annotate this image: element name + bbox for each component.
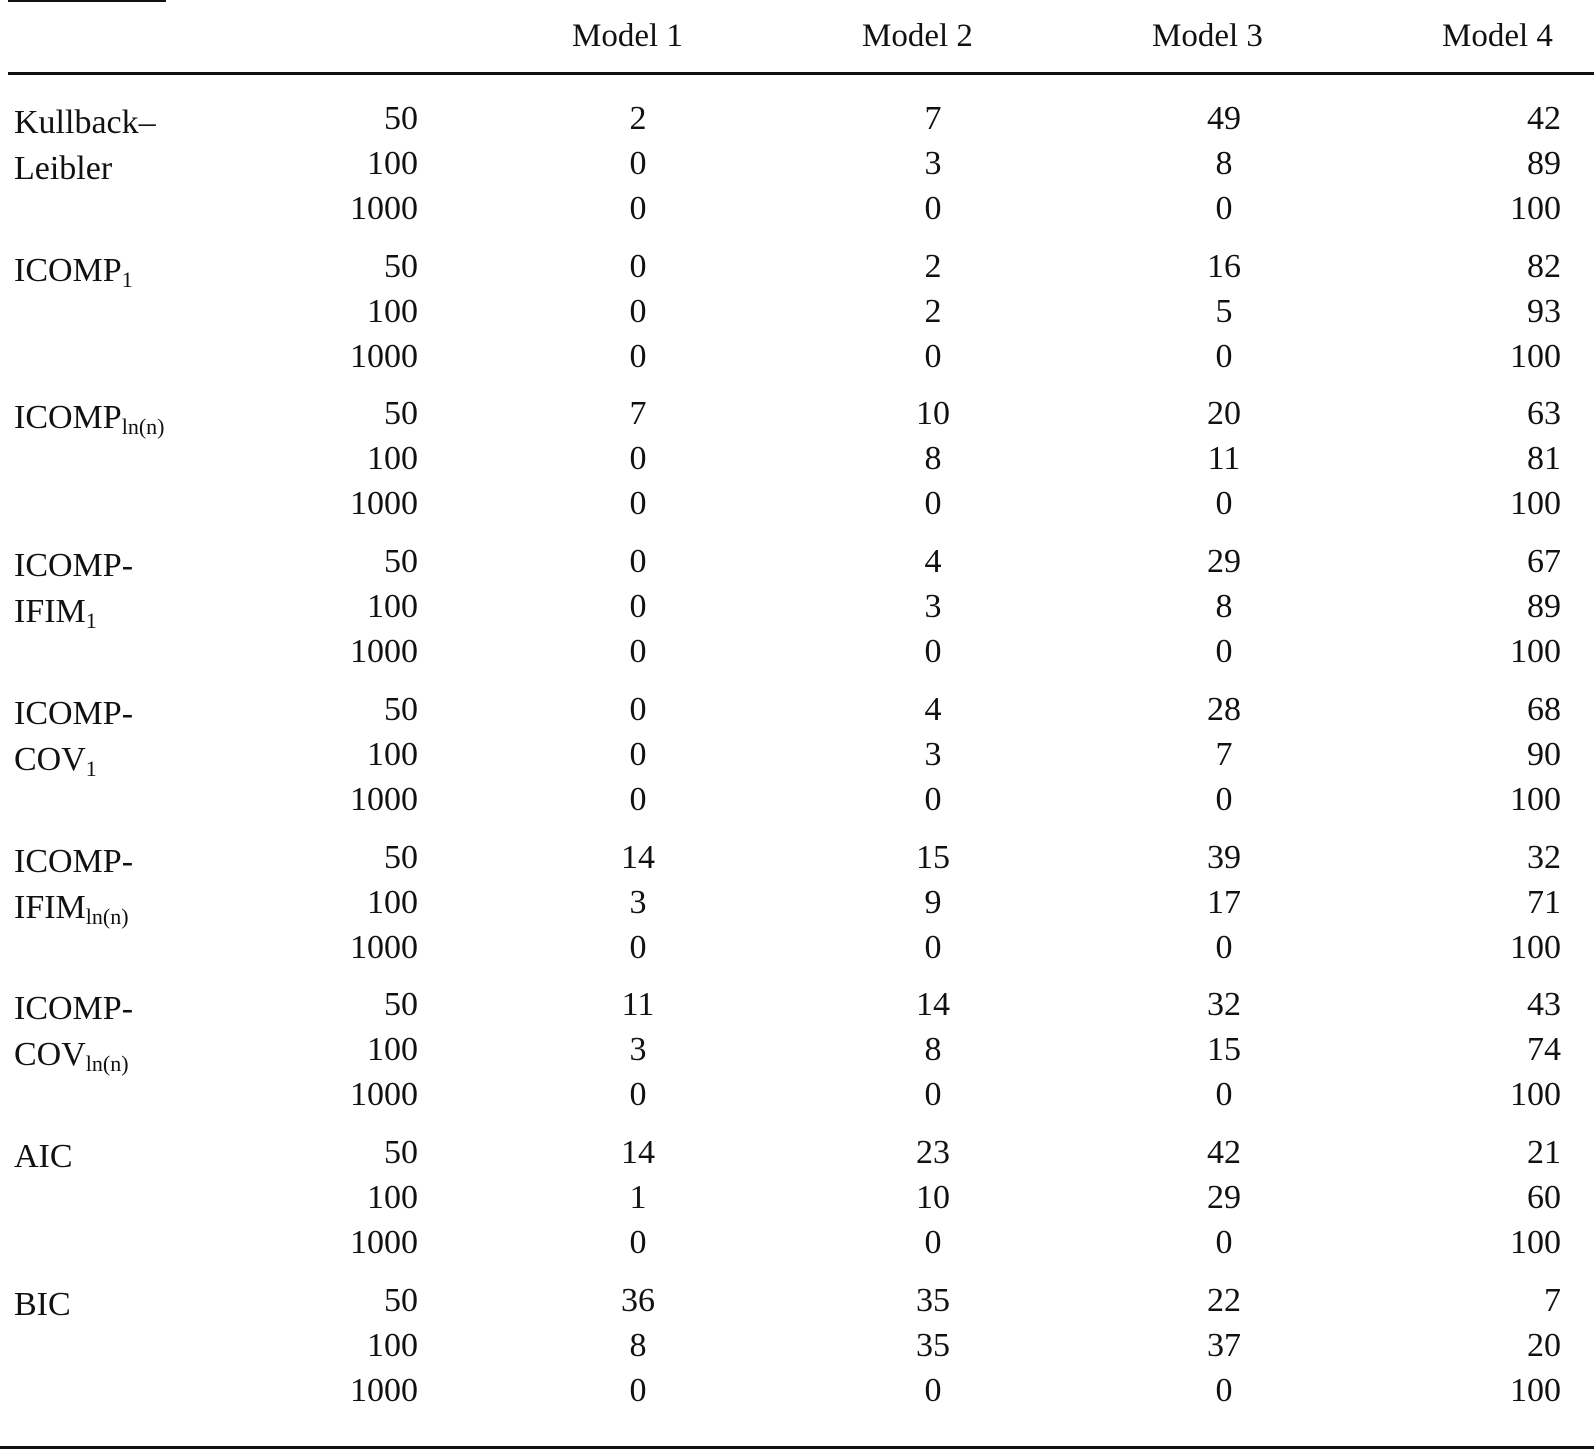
sample-size-cell: 1000 [350,190,418,227]
model-4-cell: 32 [1527,839,1561,876]
model-1-cell: 3 [629,884,647,921]
model-3-cell: 49 [1207,100,1241,137]
model-4-cell: 7 [1544,1282,1561,1319]
criterion-label-base: COV [14,1036,86,1073]
model-2-cell: 35 [916,1282,950,1319]
sample-size-cell: 100 [367,736,418,773]
table-row [0,1175,1594,1221]
model-2-cell: 0 [924,1076,942,1113]
criterion-label-line2: Leibler [14,150,113,187]
model-1-cell: 0 [629,1372,647,1409]
criterion-label-line1: ICOMP- [14,695,134,732]
sample-size-cell: 50 [384,691,418,728]
model-3-cell: 0 [1215,338,1233,375]
table-row [0,481,1594,527]
model-3-cell: 20 [1207,395,1241,432]
model-1-cell: 0 [629,1076,647,1113]
sample-size-cell: 1000 [350,485,418,522]
model-4-cell: 100 [1510,633,1561,670]
model-1-cell: 7 [629,395,647,432]
table-row [0,186,1594,232]
criterion-label-subscript: ln(n) [85,1051,129,1076]
model-3-cell: 0 [1215,929,1233,966]
model-1-cell: 0 [629,691,647,728]
table-row [0,391,1594,437]
model-3-cell: 0 [1215,633,1233,670]
criterion-label-base: BIC [14,1286,71,1323]
model-4-cell: 43 [1527,986,1561,1023]
table-row [0,1072,1594,1118]
model-2-cell: 2 [924,248,942,285]
table-row [0,777,1594,823]
criterion-group [0,539,1594,679]
table-row [0,925,1594,971]
model-3-cell: 29 [1207,543,1241,580]
model-1-cell: 1 [629,1179,647,1216]
model-1-cell: 14 [621,839,655,876]
model-2-cell: 2 [924,293,942,330]
criterion-label-subscript: 1 [121,267,133,292]
model-2-cell: 4 [924,543,942,580]
model-3-cell: 0 [1215,781,1233,818]
col-header-model-1: Model 1 [572,18,683,54]
col-header-model-3: Model 3 [1152,18,1263,54]
sample-size-cell: 50 [384,986,418,1023]
criterion-label-line1: ICOMP- [14,843,134,880]
model-2-cell: 3 [924,736,942,773]
model-1-cell: 0 [629,588,647,625]
model-4-cell: 74 [1527,1031,1561,1068]
table-row [0,96,1594,142]
criterion-label-base: IFIM [14,889,86,926]
model-2-cell: 0 [924,929,942,966]
model-1-cell: 0 [629,338,647,375]
model-4-cell: 21 [1527,1134,1561,1171]
sample-size-cell: 100 [367,1031,418,1068]
model-3-cell: 8 [1215,588,1233,625]
bottom-rule [0,1446,1594,1449]
model-3-cell: 28 [1207,691,1241,728]
col-header-model-4: Model 4 [1442,18,1553,54]
model-1-cell: 36 [621,1282,655,1319]
model-4-cell: 100 [1510,1224,1561,1261]
table-row [0,1368,1594,1414]
model-4-cell: 20 [1527,1327,1561,1364]
model-3-cell: 0 [1215,1076,1233,1113]
criterion-label-subscript: ln(n) [121,414,165,439]
model-1-cell: 2 [629,100,647,137]
criterion-group [0,687,1594,827]
table-row [0,1220,1594,1266]
header-rule [8,72,1594,75]
sample-size-cell: 1000 [350,1224,418,1261]
model-2-cell: 0 [924,781,942,818]
model-2-cell: 3 [924,588,942,625]
model-2-cell: 8 [924,440,942,477]
model-3-cell: 0 [1215,190,1233,227]
model-4-cell: 81 [1527,440,1561,477]
model-4-cell: 63 [1527,395,1561,432]
table-row [0,687,1594,733]
model-3-cell: 17 [1207,884,1241,921]
table-row [0,141,1594,187]
sample-size-cell: 50 [384,1282,418,1319]
table-row [0,629,1594,675]
model-3-cell: 39 [1207,839,1241,876]
model-3-cell: 32 [1207,986,1241,1023]
criterion-label-base: COV [14,741,86,778]
model-2-cell: 0 [924,338,942,375]
model-2-cell: 10 [916,1179,950,1216]
model-1-cell: 0 [629,485,647,522]
sample-size-cell: 1000 [350,781,418,818]
criterion-group [0,96,1594,236]
model-2-cell: 0 [924,485,942,522]
model-4-cell: 89 [1527,588,1561,625]
model-4-cell: 100 [1510,485,1561,522]
model-1-cell: 8 [629,1327,647,1364]
model-4-cell: 100 [1510,338,1561,375]
model-2-cell: 9 [924,884,942,921]
criterion-group [0,244,1594,384]
criterion-label-base: ICOMP [14,399,122,436]
criterion-group [0,1278,1594,1418]
sample-size-cell: 1000 [350,338,418,375]
table-row [0,1027,1594,1073]
model-2-cell: 3 [924,145,942,182]
model-2-cell: 0 [924,1372,942,1409]
model-4-cell: 100 [1510,781,1561,818]
criterion-label-subscript: 1 [85,756,97,781]
table-row [0,289,1594,335]
sample-size-cell: 50 [384,248,418,285]
sample-size-cell: 1000 [350,929,418,966]
model-1-cell: 0 [629,190,647,227]
model-2-cell: 14 [916,986,950,1023]
model-2-cell: 23 [916,1134,950,1171]
table-row [0,539,1594,585]
sample-size-cell: 50 [384,839,418,876]
model-4-cell: 93 [1527,293,1561,330]
table-row [0,982,1594,1028]
criterion-label-base: IFIM [14,593,86,630]
model-2-cell: 35 [916,1327,950,1364]
sample-size-cell: 50 [384,100,418,137]
model-3-cell: 7 [1215,736,1233,773]
model-4-cell: 100 [1510,929,1561,966]
model-1-cell: 0 [629,543,647,580]
criterion-label-line1: Kullback– [14,104,156,141]
model-4-cell: 71 [1527,884,1561,921]
table-row [0,436,1594,482]
table-row [0,1130,1594,1176]
model-3-cell: 22 [1207,1282,1241,1319]
model-1-cell: 0 [629,929,647,966]
model-3-cell: 0 [1215,1224,1233,1261]
model-2-cell: 0 [924,633,942,670]
sample-size-cell: 1000 [350,1076,418,1113]
criterion-group [0,835,1594,975]
model-4-cell: 82 [1527,248,1561,285]
table-row [0,1323,1594,1369]
model-4-cell: 90 [1527,736,1561,773]
model-2-cell: 8 [924,1031,942,1068]
model-2-cell: 0 [924,190,942,227]
model-1-cell: 0 [629,248,647,285]
sample-size-cell: 100 [367,588,418,625]
sample-size-cell: 1000 [350,633,418,670]
model-4-cell: 100 [1510,1372,1561,1409]
criterion-group [0,1130,1594,1270]
model-1-cell: 0 [629,1224,647,1261]
criterion-label-line1: ICOMP- [14,990,134,1027]
sample-size-cell: 50 [384,543,418,580]
criterion-group [0,391,1594,531]
model-1-cell: 0 [629,145,647,182]
criterion-label-subscript: ln(n) [85,904,129,929]
model-2-cell: 4 [924,691,942,728]
model-2-cell: 0 [924,1224,942,1261]
top-rule [8,0,166,2]
model-3-cell: 42 [1207,1134,1241,1171]
col-header-model-2: Model 2 [862,18,973,54]
model-3-cell: 0 [1215,485,1233,522]
table-row [0,334,1594,380]
model-3-cell: 29 [1207,1179,1241,1216]
sample-size-cell: 100 [367,293,418,330]
table-row [0,1278,1594,1324]
criterion-label-base: AIC [14,1138,73,1175]
model-2-cell: 10 [916,395,950,432]
criterion-label-subscript: 1 [85,608,97,633]
model-3-cell: 11 [1207,440,1241,477]
model-2-cell: 15 [916,839,950,876]
sample-size-cell: 100 [367,440,418,477]
sample-size-cell: 50 [384,1134,418,1171]
sample-size-cell: 100 [367,1327,418,1364]
model-4-cell: 67 [1527,543,1561,580]
model-4-cell: 100 [1510,1076,1561,1113]
model-3-cell: 8 [1215,145,1233,182]
model-1-cell: 0 [629,293,647,330]
criterion-group [0,982,1594,1122]
model-1-cell: 14 [621,1134,655,1171]
model-1-cell: 11 [621,986,655,1023]
sample-size-cell: 100 [367,145,418,182]
model-1-cell: 3 [629,1031,647,1068]
model-3-cell: 5 [1215,293,1233,330]
model-3-cell: 15 [1207,1031,1241,1068]
model-3-cell: 16 [1207,248,1241,285]
model-1-cell: 0 [629,633,647,670]
model-1-cell: 0 [629,736,647,773]
model-4-cell: 89 [1527,145,1561,182]
model-4-cell: 68 [1527,691,1561,728]
model-3-cell: 37 [1207,1327,1241,1364]
table-row [0,880,1594,926]
sample-size-cell: 50 [384,395,418,432]
model-1-cell: 0 [629,440,647,477]
criterion-label-base: ICOMP [14,252,122,289]
criterion-label-line1: ICOMP- [14,547,134,584]
model-4-cell: 42 [1527,100,1561,137]
sample-size-cell: 100 [367,1179,418,1216]
model-2-cell: 7 [924,100,942,137]
model-4-cell: 60 [1527,1179,1561,1216]
model-3-cell: 0 [1215,1372,1233,1409]
sample-size-cell: 100 [367,884,418,921]
table-row [0,835,1594,881]
sample-size-cell: 1000 [350,1372,418,1409]
table-row [0,732,1594,778]
model-4-cell: 100 [1510,190,1561,227]
table-row [0,244,1594,290]
model-1-cell: 0 [629,781,647,818]
table-row [0,584,1594,630]
